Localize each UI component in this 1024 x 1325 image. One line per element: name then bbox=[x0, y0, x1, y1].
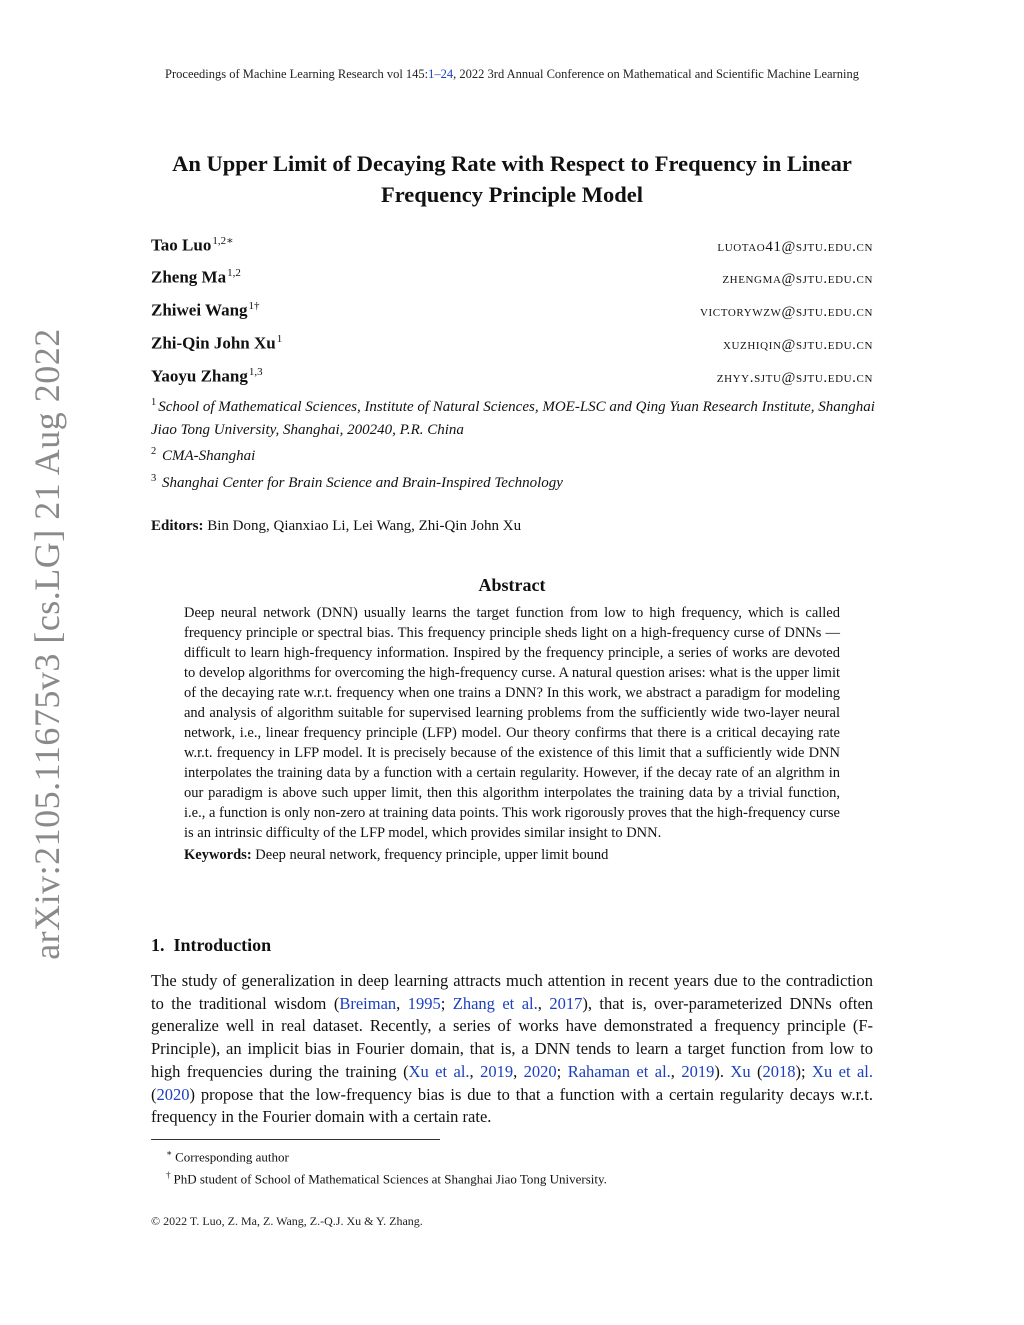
author-name: Yaoyu Zhang$^{1,3}$ bbox=[151, 366, 263, 386]
citation-link[interactable]: 2017 bbox=[549, 993, 583, 1013]
citation-link[interactable]: Xu bbox=[730, 1061, 751, 1081]
arxiv-id: arXiv:2105.11675v3 [cs.LG] 21 Aug 2022 bbox=[27, 328, 67, 960]
footnote-rule bbox=[151, 1139, 440, 1140]
abstract-text: Deep neural network (DNN) usually learns the target function from low to high frequency, which is called frequency principle or spectral bias. This frequency principle sheds light on a high-frequency curse of DNNs — difficult to learn high-frequency information. Inspired by the frequency principle, a series of works are devoted to develop algorithms for overcoming the high-frequency curse. A natural question arises: what is the upper limit of the decaying rate w.r.t. frequency when one trains a DNN? In this work, we abstract a paradigm for modeling and analysis of algorithm suitable for supervised learning problems from the sufficiently wide two-layer neural network, i.e., linear frequency principle (LFP) model. Our theory confirms that there is a critical decaying rate w.r.t. frequency in LFP model. It is precisely because of the existence of this limit that a sufficiently wide DNN interpolates the training data by a function with a certain regularity. However, if the decay rate of an algrithm in our paradigm is above such upper limit, then this algorithm interpolates the training data by a trivial function, i.e., a function is only non-zero at training data points. This work rigorously proves that the high-frequency curse is an intrinsic difficulty of the LFP model, which provides similar insight to DNN. bbox=[184, 605, 840, 841]
author-name: Zhi-Qin John Xu$^1$ bbox=[151, 333, 283, 353]
author-email: luotao41@sjtu.edu.cn bbox=[717, 238, 873, 255]
header-suffix: , 2022 3rd Annual Conference on Mathematical and Scientific Machine Learning bbox=[453, 67, 859, 81]
author-row bbox=[151, 267, 873, 300]
author-name: Zhiwei Wang$^{1\dagger}$ bbox=[151, 300, 260, 320]
citation-link[interactable]: Xu et al. bbox=[408, 1061, 470, 1081]
author-superscript: 1,3 bbox=[248, 366, 263, 378]
running-header bbox=[0, 67, 1024, 82]
citation-link[interactable]: 2020 bbox=[156, 1084, 190, 1104]
keywords-label: Keywords: bbox=[184, 847, 252, 863]
citation-link[interactable]: 1995 bbox=[407, 993, 441, 1013]
editors-line bbox=[151, 518, 521, 535]
citation-link[interactable]: 2020 bbox=[523, 1061, 557, 1081]
citation-link[interactable]: 2019 bbox=[681, 1061, 715, 1081]
copyright: © 2022 T. Luo, Z. Ma, Z. Wang, Z.-Q.J. Xu & Y. Zhang. bbox=[151, 1214, 423, 1228]
author-superscript: 1† bbox=[248, 300, 260, 312]
affiliation-2: $^2$ CMA-Shanghai bbox=[151, 446, 256, 465]
intro-paragraph: The study of generalization in deep learning attracts much attention in recent years due to the contradiction to the traditional wisdom (Breiman, 1995; Zhang et al., 2017), that is, over-parameterized DNNs often generalize well in real dataset. Recently, a series of works have demonstrated a frequency principle (F-Principle), an implicit bias in Fourier domain, that is, a DNN tends to learn a target function from low to high frequencies during the training (Xu et al., 2019, 2020; Rahaman et al., 2019). Xu (2018); Xu et al. (2020) propose that the low-frequency bias is due to that a function with a certain regularity decays w.r.t. frequency in the Fourier domain with a certain rate. bbox=[151, 971, 874, 1127]
author-email: xuzhiqin@sjtu.edu.cn bbox=[722, 336, 873, 353]
section-heading: 1. Introduction bbox=[151, 935, 272, 955]
citation-link[interactable]: 2018 bbox=[762, 1061, 796, 1081]
footnote: † PhD student of School of Mathematical Sciences at Shanghai Jiao Tong University. bbox=[166, 1170, 607, 1187]
author-name: Tao Luo$^{1,2∗}$ bbox=[151, 235, 234, 255]
author-list bbox=[151, 234, 873, 399]
paper-title: An Upper Limit of Decaying Rate with Respect to Frequency in Linear Frequency Principle Model bbox=[172, 151, 852, 207]
abstract-heading: Abstract bbox=[478, 575, 546, 595]
author-email: victorywzw@sjtu.edu.cn bbox=[699, 303, 873, 320]
header-prefix: Proceedings of Machine Learning Research vol 145: bbox=[165, 67, 429, 81]
affiliation-3: $^3$ Shanghai Center for Brain Science and Brain-Inspired Technology bbox=[151, 472, 563, 491]
citation-link[interactable]: Rahaman et al. bbox=[567, 1061, 671, 1081]
affiliations bbox=[151, 392, 891, 494]
keywords-line bbox=[184, 845, 840, 865]
abstract-body bbox=[184, 603, 840, 865]
citation-link[interactable]: 2019 bbox=[480, 1061, 514, 1081]
author-email: zhengma@sjtu.edu.cn bbox=[722, 270, 873, 287]
author-row bbox=[151, 333, 873, 366]
author-row bbox=[151, 234, 873, 267]
footnotes bbox=[166, 1144, 607, 1189]
citation-link[interactable]: Zhang et al. bbox=[452, 993, 538, 1013]
affiliation-1: $^1$ School of Mathematical Sciences, Institute of Natural Sciences, MOE-LSC and Qing Yuan Research Institute, Shanghai Jiao Tong University, Shanghai, 200240, P.R. China bbox=[151, 397, 875, 438]
author-superscript: 1,2∗ bbox=[212, 235, 234, 247]
author-superscript: 1 bbox=[276, 333, 283, 345]
author-row bbox=[151, 300, 873, 333]
author-email: zhyy.sjtu@sjtu.edu.cn bbox=[716, 369, 873, 386]
editors-names: Bin Dong, Qianxiao Li, Lei Wang, Zhi-Qin John Xu bbox=[207, 518, 522, 534]
citation-link[interactable]: Breiman bbox=[339, 993, 397, 1013]
footnote: ∗ Corresponding author bbox=[166, 1148, 289, 1165]
author-superscript: 1,2 bbox=[227, 267, 241, 279]
keywords-text: Deep neural network, frequency principle, upper limit bound bbox=[255, 847, 609, 863]
author-name: Zheng Ma$^{1,2}$ bbox=[151, 267, 241, 287]
citation-link[interactable]: Xu et al. bbox=[812, 1061, 874, 1081]
header-pages-link[interactable]: 1–24 bbox=[428, 67, 454, 81]
editors-label: Editors: bbox=[151, 518, 204, 534]
arxiv-stamp bbox=[18, 328, 76, 960]
